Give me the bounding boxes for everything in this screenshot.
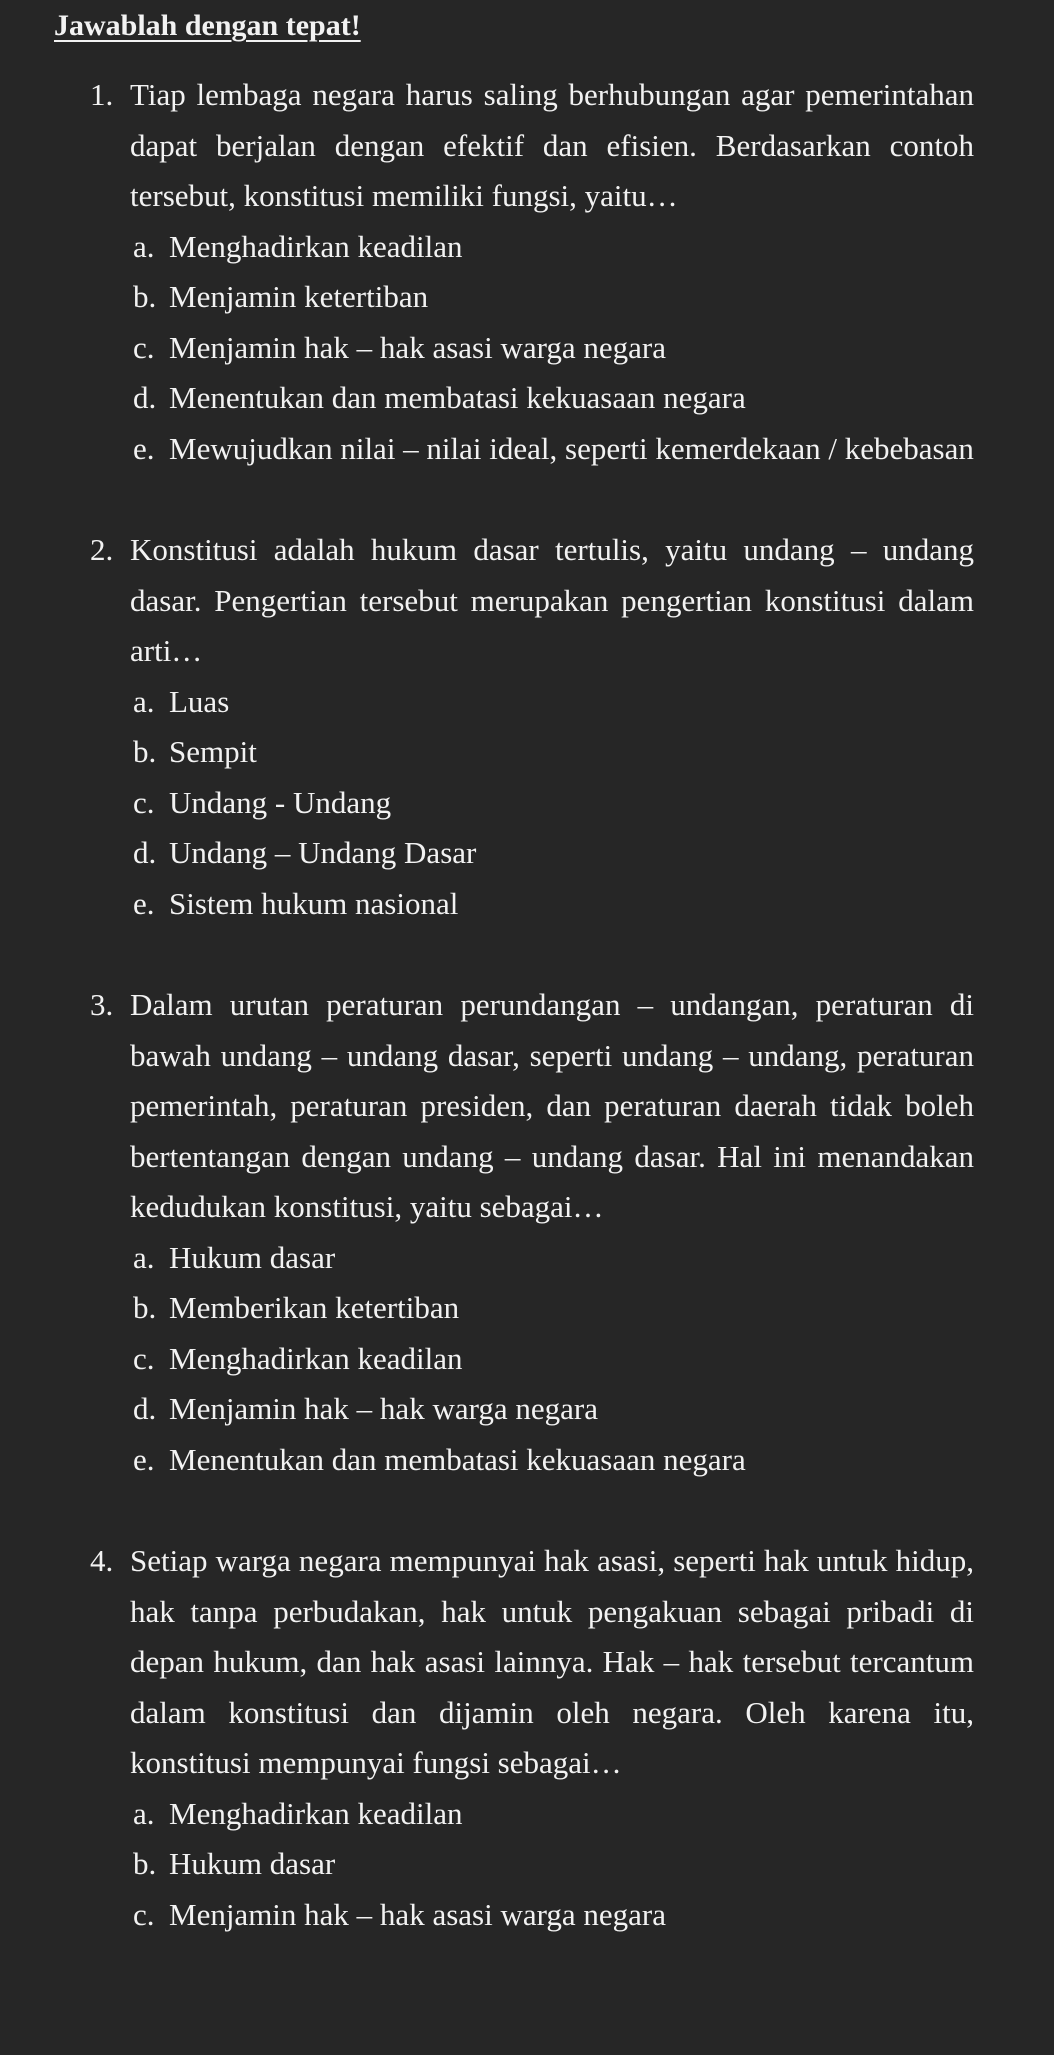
option-letter: c. <box>133 1340 155 1376</box>
option-text: Menjamin ketertiban <box>169 279 429 314</box>
option-text: Hukum dasar <box>169 1846 336 1881</box>
option-text: Menentukan dan membatasi kekuasaan negara <box>169 380 746 415</box>
option-text: Menghadirkan keadilan <box>169 1795 463 1831</box>
question-text: Konstitusi adalah hukum dasar tertulis, yaitu undang – undang dasar. Pengertian tersebut merupakan pengertian konstitusi dalam arti… <box>130 532 974 668</box>
option-letter: b. <box>133 1846 157 1881</box>
answer-option-d[interactable] <box>0 373 974 424</box>
question-2 <box>0 525 1054 929</box>
question-text: Tiap lembaga negara harus saling berhubungan agar pemerintahan dapat berjalan dengan efektif dan efisien. Berdasarkan contoh tersebut, konstitusi memiliki fungsi, yaitu… <box>130 77 974 213</box>
option-text: Memberikan ketertiban <box>169 1290 460 1325</box>
question-text: Setiap warga negara mempunyai hak asasi, seperti hak untuk hidup, hak tanpa perbudakan, hak untuk pengakuan sebagai pribadi di depan hukum, dan hak asasi lainnya. Hak – hak tersebut tercantum dalam konstitusi dan dijamin oleh negara. Oleh karena itu, konstitusi mempunyai fungsi sebagai… <box>130 1543 974 1780</box>
option-text: Undang - Undang <box>169 784 392 820</box>
answer-option-e[interactable] <box>0 879 974 930</box>
option-letter: a. <box>133 1795 155 1831</box>
answer-option-a[interactable] <box>0 222 974 273</box>
page-heading: Jawablah dengan tepat! <box>54 9 361 42</box>
option-letter: c. <box>133 329 155 365</box>
question-number: 4. <box>90 1543 114 1578</box>
option-letter: c. <box>133 1896 155 1932</box>
answer-options <box>0 1233 1054 1486</box>
answer-option-d[interactable] <box>0 828 974 879</box>
option-text: Menjamin hak – hak warga negara <box>169 1391 598 1426</box>
answer-options <box>0 222 1054 475</box>
question-list <box>0 70 1054 1991</box>
answer-option-b[interactable] <box>0 1283 974 1334</box>
option-letter: b. <box>133 734 157 769</box>
option-text: Sistem hukum nasional <box>169 885 459 921</box>
answer-option-d[interactable] <box>0 1384 974 1435</box>
option-letter: d. <box>133 835 157 870</box>
answer-option-a[interactable] <box>0 677 974 728</box>
answer-option-a[interactable] <box>0 1233 974 1284</box>
answer-option-c[interactable] <box>0 1334 974 1385</box>
option-letter: e. <box>133 1441 155 1477</box>
option-text: Menghadirkan keadilan <box>169 1340 463 1376</box>
answer-option-b[interactable] <box>0 272 974 323</box>
option-letter: e. <box>133 885 155 921</box>
option-text: Menentukan dan membatasi kekuasaan negara <box>169 1441 746 1477</box>
option-text: Hukum dasar <box>169 1239 336 1275</box>
option-letter: d. <box>133 1391 157 1426</box>
question-stem <box>0 980 974 1233</box>
answer-option-b[interactable] <box>0 727 974 778</box>
question-number: 3. <box>90 987 114 1022</box>
answer-options <box>0 1789 1054 1941</box>
option-letter: c. <box>133 784 155 820</box>
question-stem <box>0 525 974 677</box>
option-letter: a. <box>133 683 155 719</box>
question-4 <box>0 1536 1054 1940</box>
answer-option-b[interactable] <box>0 1839 974 1890</box>
answer-option-e[interactable] <box>0 424 974 475</box>
option-text: Menjamin hak – hak asasi warga negara <box>169 329 666 365</box>
answer-options <box>0 677 1054 930</box>
option-letter: a. <box>133 228 155 264</box>
question-number: 2. <box>90 532 114 567</box>
option-letter: e. <box>133 430 155 466</box>
option-letter: d. <box>133 380 157 415</box>
option-text: Undang – Undang Dasar <box>169 835 477 870</box>
question-stem <box>0 70 974 222</box>
option-text: Luas <box>169 683 230 719</box>
option-letter: b. <box>133 1290 157 1325</box>
answer-option-a[interactable] <box>0 1789 974 1840</box>
answer-option-c[interactable] <box>0 778 974 829</box>
option-text: Menjamin hak – hak asasi warga negara <box>169 1896 666 1932</box>
answer-option-e[interactable] <box>0 1435 974 1486</box>
option-letter: b. <box>133 279 157 314</box>
answer-option-c[interactable] <box>0 1890 974 1941</box>
question-1 <box>0 70 1054 474</box>
option-text: Mewujudkan nilai – nilai ideal, seperti kemerdekaan / kebebasan <box>169 430 974 466</box>
question-number: 1. <box>90 77 114 112</box>
question-stem <box>0 1536 974 1789</box>
option-text: Sempit <box>169 734 257 769</box>
answer-option-c[interactable] <box>0 323 974 374</box>
question-3 <box>0 980 1054 1485</box>
question-text: Dalam urutan peraturan perundangan – undangan, peraturan di bawah undang – undang dasar, seperti undang – undang, peraturan pemerintah, peraturan presiden, dan peraturan daerah tidak boleh bertentangan dengan undang – undang dasar. Hal ini menandakan kedudukan konstitusi, yaitu sebagai… <box>130 987 974 1224</box>
option-letter: a. <box>133 1239 155 1275</box>
option-text: Menghadirkan keadilan <box>169 228 463 264</box>
